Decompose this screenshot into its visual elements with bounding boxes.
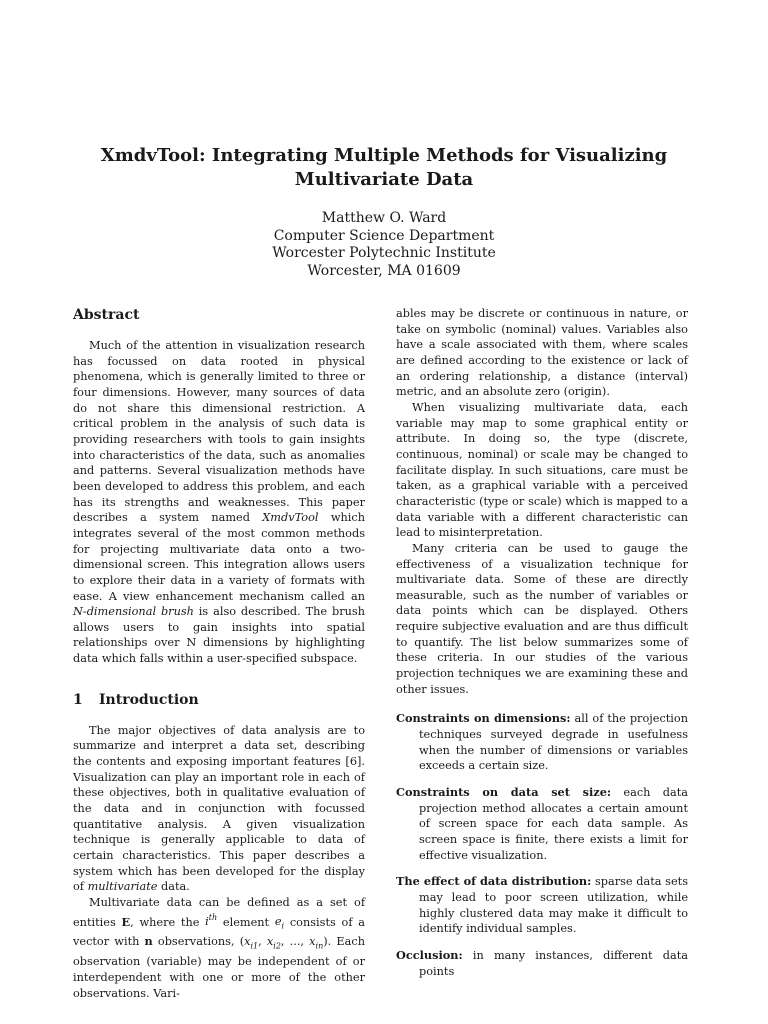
intro-heading bbox=[73, 691, 365, 709]
abstract-text: Much of the attention in visualization research has focussed on data rooted in physical phenomena, which is generally limited to three or four dimensions. However, many sources of data do not share this dimensional restriction. A critical problem in the analysis of such data is providing researchers with tools to gain insights into characteristics of the data, such as anomalies and patterns. Several visualization methods have been developed to address this problem, and each has its strengths and weaknesses. This paper describes a system named XmdvTool which integrates several of the most common methods for projecting multivariate data onto a two-dimensional screen. This integration allows users to explore their data in a variety of formats with ease. A view enhancement mechanism called an N-dimensional brush is also described. The brush allows users to gain insights into spatial relationships over N dimensions by highlighting data which falls within a user-specified subspace. bbox=[73, 339, 365, 666]
criteria-term: Constraints on data set size: bbox=[396, 785, 612, 800]
right-paragraph-2: When visualizing multivariate data, each variable may map to some graphical entity or attribute. In doing so, the type (discrete, continuous, nominal) or scale may be changed to facilitate display. In such situations, care must be taken, as a graphical variable with a perceived characteristic (type or scale) which is mapped to a data variable with a different characteristic can lead to misinterpretation. bbox=[396, 400, 688, 540]
abstract-heading: Abstract bbox=[73, 307, 140, 323]
right-paragraph-3: Many criteria can be used to gauge the effectiveness of a visualization technique for multivariate data. Some of these are directly measurable, such as the number of variables or data points which can be displayed. Others require subjective evaluation and are thus difficult to quantify. The list below summarizes some of these criteria. In our studies of the various projection techniques we are examining these and other issues. bbox=[396, 541, 688, 696]
criteria-term: The effect of data distribution: bbox=[396, 874, 592, 889]
intro-section-number: 1 bbox=[73, 691, 83, 708]
author-block bbox=[60, 210, 708, 280]
intro-paragraph-2: Multivariate data can be defined as a set of entities E, where the $i^{th}$ element $e_i$ consists of a vector with n observations, ($x_{i1}$, $x_{i2}$, ..., $x_{in}$). Each observation (variable) may be independent of or interdependent with one or more of the other observations. Vari- bbox=[73, 896, 365, 1000]
right-column bbox=[396, 306, 688, 990]
criteria-term: Occlusion: bbox=[396, 947, 463, 962]
criteria-text: sparse data sets may lead to poor screen utilization, while highly clustered data may make it difficult to identify individual samples. bbox=[419, 875, 689, 936]
left-column bbox=[73, 306, 365, 1001]
criteria-item bbox=[396, 948, 688, 979]
criteria-text: each data projection method allocates a certain amount of screen space for each data sample. As screen space is finite, there exists a limit for effective visualization. bbox=[419, 786, 689, 862]
criteria-text: all of the projection techniques surveyed degrade in usefulness when the number of dimensions or variables exceeds a certain size. bbox=[419, 712, 688, 773]
criteria-item bbox=[396, 711, 688, 774]
right-paragraph-1: ables may be discrete or continuous in nature, or take on symbolic (nominal) values. Variables also have a scale associated with them, where scales are defined according to the existence or lack of an ordering relationship, a distance (interval) metric, and an absolute zero (origin). bbox=[396, 307, 688, 399]
author-institution: Worcester Polytechnic Institute bbox=[272, 245, 496, 261]
title-block bbox=[60, 144, 708, 280]
criteria-term: Constraints on dimensions: bbox=[396, 711, 571, 726]
intro-paragraph-1: The major objectives of data analysis are to summarize and interpret a data set, describing the contents and exposing important features [6]. Visualization can play an important role in each of these objectives, both in qualitative evaluation of the data and in conjunction with focussed quantitative analysis. A given visualization technique is generally applicable to data of certain characteristics. This paper describes a system which has been developed for the display of multivariate data. bbox=[73, 723, 365, 894]
criteria-text: in many instances, different data points bbox=[419, 948, 688, 978]
author-name: Matthew O. Ward bbox=[321, 210, 447, 226]
title-line-1: XmdvTool: Integrating Multiple Methods for Visualizing bbox=[100, 145, 668, 166]
author-department: Computer Science Department bbox=[273, 227, 495, 244]
criteria-item bbox=[396, 785, 688, 863]
intro-heading-text: Introduction bbox=[99, 691, 199, 708]
criteria-item bbox=[396, 874, 688, 937]
author-address: Worcester, MA 01609 bbox=[307, 262, 461, 279]
paper-title bbox=[60, 144, 708, 192]
title-line-2: Multivariate Data bbox=[294, 169, 474, 190]
